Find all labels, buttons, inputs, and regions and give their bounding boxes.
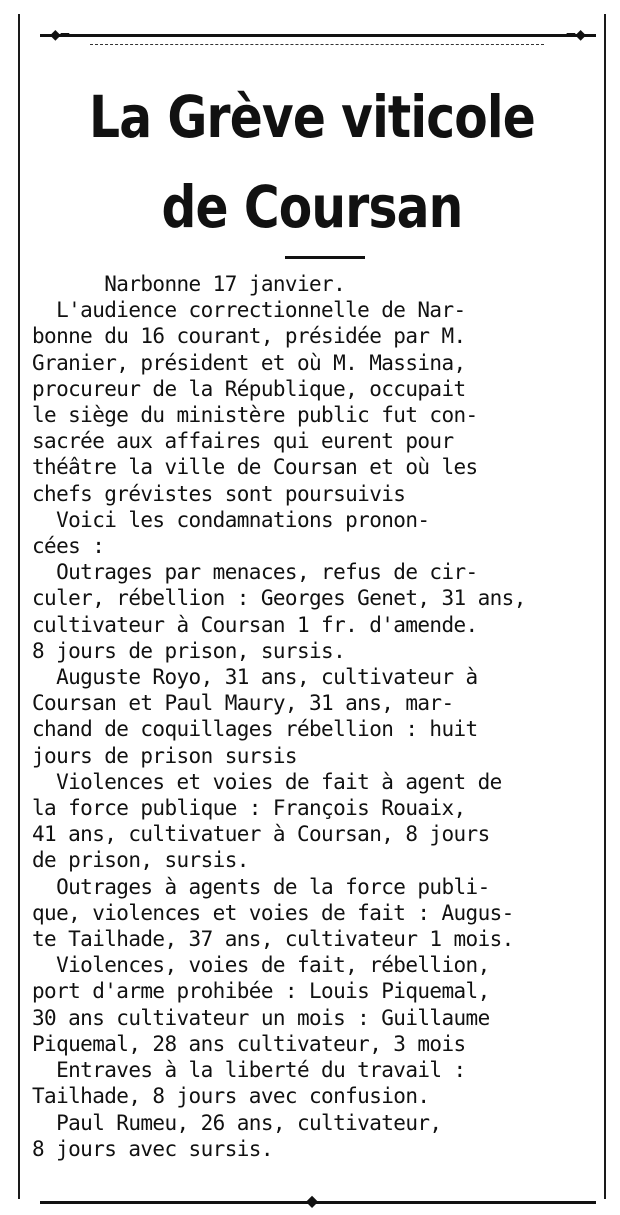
body-line: que, violences et voies de fait : Augus-	[32, 900, 514, 925]
body-line: Outrages par menaces, refus de cir-	[32, 560, 478, 585]
body-line: 30 ans cultivateur un mois : Guillaume	[32, 1005, 490, 1030]
article-body	[32, 271, 594, 1162]
body-line: chand de coquillages rébellion : huit	[32, 717, 478, 742]
body-line: Voici les condamnations pronon-	[32, 507, 430, 532]
body-line: Violences et voies de fait à agent de	[32, 769, 502, 794]
body-line: port d'arme prohibée : Louis Piquemal,	[32, 979, 490, 1004]
body-line: jours de prison sursis	[32, 743, 297, 768]
body-line: culer, rébellion : Georges Genet, 31 ans,	[32, 586, 526, 611]
title-line-1: La Grève viticole	[89, 83, 535, 151]
top-rule	[40, 34, 596, 37]
article-title	[67, 72, 558, 252]
title-line-2: de Coursan	[161, 173, 463, 241]
body-line: 8 jours avec sursis.	[32, 1136, 273, 1161]
body-line: chefs grévistes sont poursuivis	[32, 481, 406, 506]
body-line: sacrée aux affaires qui eurent pour	[32, 429, 454, 454]
body-line: bonne du 16 courant, présidée par M.	[32, 324, 466, 349]
body-line: L'audience correctionnelle de Nar-	[32, 298, 466, 323]
body-line: cultivateur à Coursan 1 fr. d'amende.	[32, 612, 478, 637]
body-line: théâtre la ville de Coursan et où les	[32, 455, 478, 480]
ornament-left-icon: ◆━	[50, 27, 70, 43]
body-line: de prison, sursis.	[32, 848, 249, 873]
body-line: le siège du ministère public fut con-	[32, 403, 478, 428]
body-line: la force publique : François Rouaix,	[32, 796, 466, 821]
body-line: te Tailhade, 37 ans, cultivateur 1 mois.	[32, 927, 514, 952]
body-line: Narbonne 17 janvier.	[32, 272, 346, 296]
body-line: 41 ans, cultivatuer à Coursan, 8 jours	[32, 822, 490, 847]
body-line: procureur de la République, occupait	[32, 376, 466, 401]
body-line: Granier, président et où M. Massina,	[32, 350, 466, 375]
body-line: Piquemal, 28 ans cultivateur, 3 mois	[32, 1031, 466, 1056]
body-line: cées :	[32, 534, 105, 559]
body-line: Outrages à agents de la force publi-	[32, 874, 490, 899]
ornament-right-icon: ━◆	[566, 27, 586, 43]
title-divider	[285, 256, 365, 259]
newspaper-clipping	[18, 14, 606, 1210]
body-line: Coursan et Paul Maury, 31 ans, mar-	[32, 691, 454, 716]
body-line: Violences, voies de fait, rébellion,	[32, 953, 490, 978]
top-rule-dashed	[90, 44, 544, 45]
body-line: Auguste Royo, 31 ans, cultivateur à	[32, 665, 478, 690]
body-line: Tailhade, 8 jours avec confusion.	[32, 1084, 430, 1109]
body-line: Entraves à la liberté du travail :	[32, 1058, 466, 1083]
bottom-ornament-icon: ◆	[305, 1191, 319, 1210]
body-line: 8 jours de prison, sursis.	[32, 638, 346, 663]
body-line: Paul Rumeu, 26 ans, cultivateur,	[32, 1110, 442, 1135]
